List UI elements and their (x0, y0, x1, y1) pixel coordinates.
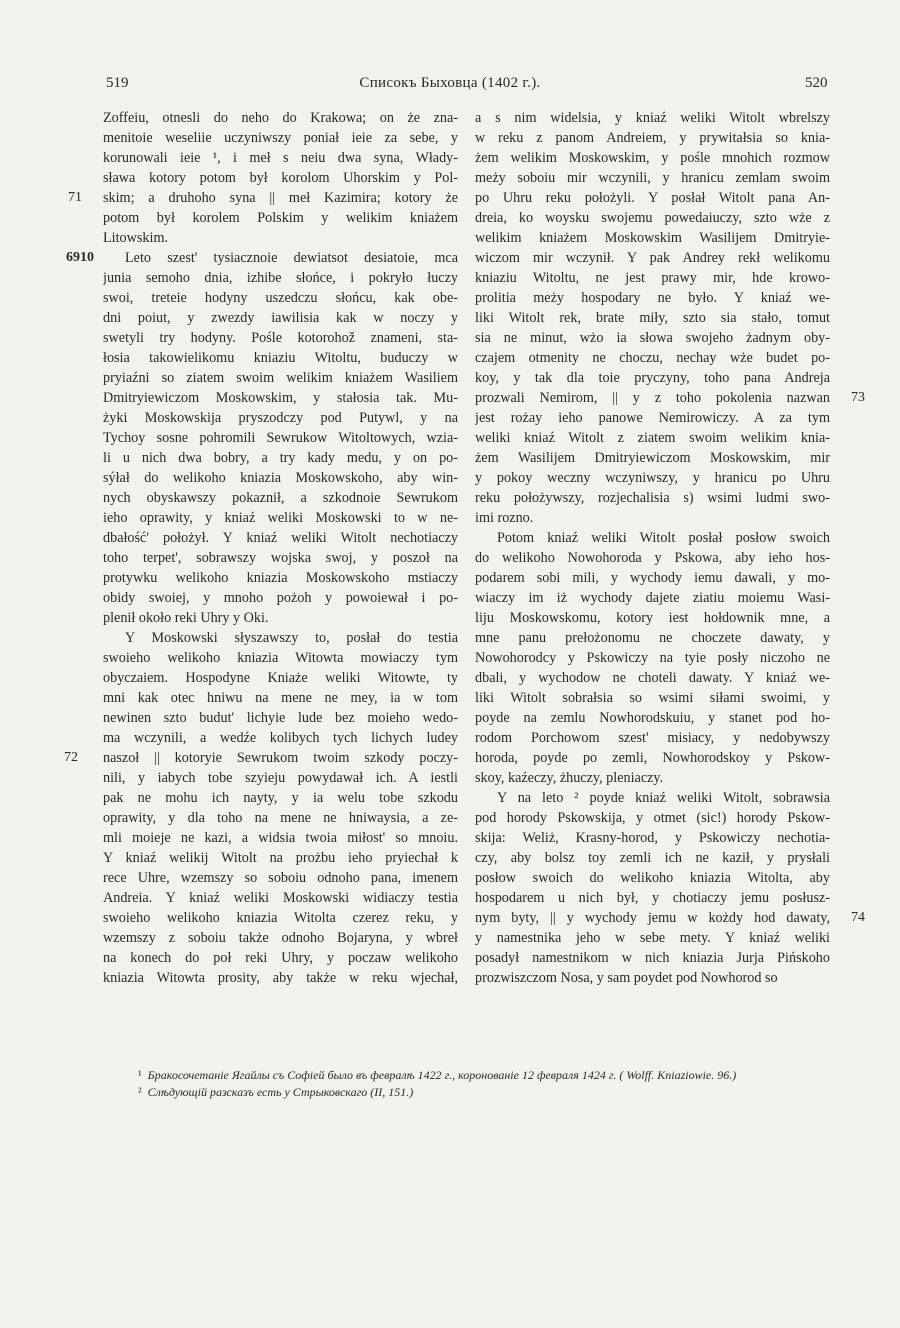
text-line: po Uhru reku położyli. Y posłał Witolt pana An- (475, 190, 830, 206)
text-line: swoi, treteie hodyny uszedczu słońcu, kak obe- (103, 290, 458, 306)
text-line: w reku z panom Andreiem, y prywitałsia so knia- (475, 130, 830, 146)
text-line: korunowali ieie ¹, i meł s neiu dwa syna, Włady- (103, 150, 458, 166)
text-line: newinen szto budut' lichyie lude bez moieho wedo- (103, 710, 458, 726)
text-line: skim; a druhoho syna || meł Kazimira; kotory że (103, 190, 458, 206)
text-line: junia semoho dnia, izhibe słońce, i pokryło łuczy (103, 270, 458, 286)
text-line: Andreia. Y kniaź weliki Moskowski widiaczy testia (103, 890, 458, 906)
text-line: żem welikim Moskowskim, y pośle mnohich rozmow (475, 150, 830, 166)
text-line: plenił około reki Uhry y Oki. (103, 610, 269, 626)
text-line: sława kotory potom był korolom Uhorskim y Pol- (103, 170, 458, 186)
text-line: Litowskim. (103, 230, 169, 246)
text-line: horoda, poyde po zemli, Nowhorodskoy y Pskow- (475, 750, 830, 766)
text-line: nili, y iabych tobe szyieju powydawał ich. A iestli (103, 770, 458, 786)
text-line: łosia takowielikomu kniaziu Witoltu, buduczy w (103, 350, 458, 366)
text-line: posłow swoich do welikoho kniazia Witolta, aby (475, 870, 830, 886)
text-line: wzemszy z soboiu także odnoho Bojaryna, y wbreł (103, 930, 458, 946)
text-line: Y kniaź welikij Witolt na prożbu ieho pryiechał k (103, 850, 458, 866)
text-line: liju Moskowskomu, kotory iest hołdownik mne, a (475, 610, 830, 626)
text-line: reku położywszy, rozjechalisia s) wsimi ludmi swo- (475, 490, 830, 506)
text-line: li u nich dwa bobry, a try kady medu, y on po- (103, 450, 458, 466)
text-line: do welikoho Nowohoroda y Pskowa, aby ieho hos- (475, 550, 830, 566)
text-line: a s nim widelsia, y kniaź weliki Witolt wbrelszy (475, 110, 830, 126)
footnote-2-text: Слѣдующій разсказъ есть у Стрыковскаго (II, 151.) (147, 1085, 414, 1099)
text-line: Nowohorodcy y Pskowiczy na tyie posły niczoho ne (475, 650, 830, 666)
text-line: mli moieje ne kazi, a widsia twoia miłost' so mnoiu. (103, 830, 458, 846)
text-line: swoieho welikoho kniazia Witowta mowiaczy tym (103, 650, 458, 666)
text-line: naszoł || kotoryie Sewrukom twoim szkody poczy- (103, 750, 458, 766)
text-line: dbali, y wychodow ne choteli dawaty. Y kniaź we- (475, 670, 830, 686)
text-line: koy, y tak dla toie pryczyny, toho pana Andreja (475, 370, 830, 386)
text-line: czy, aby bolsz toy zemli ich ne kaził, y prysłali (475, 850, 830, 866)
text-line: oprawity, y dla toho na mene ne hniwaysia, a ze- (103, 810, 458, 826)
footnote-2-mark: ² (138, 1085, 142, 1099)
text-line: liki Witolt rek, brate miły, szto sia stało, tomut (475, 310, 830, 326)
text-line: kniazia Witowta prosity, aby także w reku wjechał, (103, 970, 458, 986)
footnote-2 (138, 1084, 413, 1100)
text-line: Y na leto ² poyde kniaź weliki Witolt, sobrawsia (497, 790, 830, 806)
text-line: mni kak otec hniwu na mene ne mey, ia w tom (103, 690, 458, 706)
text-line: czajem otmenity ne choczu, nechay wże budet po- (475, 350, 830, 366)
text-line: meży soboiu mir wczynili, y hranicu zemlam swoim (475, 170, 830, 186)
text-line: ieho oprawity, y kniaź weliki Moskowski to w ne- (103, 510, 458, 526)
right-text-column (475, 108, 830, 988)
text-line: prolitia meży hospodary ne było. Y kniaź we- (475, 290, 830, 306)
margin-number-71: 71 (68, 190, 82, 205)
running-title: Списокъ Быховца (1402 г.). (359, 75, 541, 91)
footnote-1-text: Бракосочетаніе Ягайлы съ Софіей было въ февралѣ 1422 г., коронованіе 12 февраля 1424 г. ( Wolff. Kniaziowie. 96.) (147, 1068, 737, 1082)
text-line: menitoie weseliie uczyniwszy poniał ieie za sebe, y (103, 130, 458, 146)
text-line: Leto szest' tysiacznoie dewiatsot desiatoie, mca (125, 250, 458, 266)
margin-number-73: 73 (851, 390, 865, 405)
text-line: dni poiut, y zwezdy iawilisia kak w noczy y (103, 310, 458, 326)
text-line: rece Uhre, wzemszy so soboiu odnoho pana, imenem (103, 870, 458, 886)
text-line: obyczaiem. Hospodyne Kniaże weliki Witowte, ty (103, 670, 458, 686)
text-line: imi rozno. (475, 510, 534, 526)
text-line: żyki Moskowskija pryszodczy pod Putywl, y na (103, 410, 458, 426)
text-line: sýłał do welikoho kniazia Moskowskoho, aby win- (103, 470, 458, 486)
text-line: mne panu prełożonomu ne choczete dawaty, y (475, 630, 830, 646)
text-line: potom był korolem Polskim y welikim kniażem (103, 210, 458, 226)
page-number-right: 520 (805, 75, 828, 91)
text-line: prozwiszczom Nosa, y sam poydet pod Nowhorod so (475, 970, 778, 986)
text-line: Potom kniaź weliki Witolt posłał posłow swoich (497, 530, 830, 546)
text-line: nych obyskawszy pokaznił, a szkodnoie Sewrukom (103, 490, 458, 506)
text-line: dbałość' położył. Y kniaź weliki Witolt nechotiaczy (103, 530, 458, 546)
text-line: podarem sobi mili, y wychody iemu dawali, y mo- (475, 570, 830, 586)
text-line: posadył namestnikom w nich kniazia Jurja Pińskoho (475, 950, 830, 966)
text-line: y namestnika jeho w sebe mety. Y kniaź weliki (475, 930, 830, 946)
text-line: wiczom mir wczynił. Y pak Andrey rekł welikomu (475, 250, 830, 266)
text-line: nym byty, || y wychody jemu w kożdy hod dawaty, (475, 910, 830, 926)
text-line: Y Moskowski słyszawszy to, posłał do testia (125, 630, 458, 646)
text-line: Zoffeiu, otnesli do neho do Krakowa; on że zna- (103, 110, 458, 126)
text-line: kniaziu Witoltu, ne jest prawy mir, hde krowo- (475, 270, 830, 286)
text-line: pryiaźni so ziatem swoim welikim kniażem Wasiliem (103, 370, 458, 386)
margin-year-6910: 6910 (66, 250, 94, 265)
text-line: rodom Porchowom szest' misiacy, y nedobywszy (475, 730, 830, 746)
text-line: dreia, ko woysku swojemu powedaiuczy, szto wże z (475, 210, 830, 226)
text-line: Dmitryiewiczom Moskowskim, y stałosia tak. Mu- (103, 390, 458, 406)
text-line: sia ne minut, wżo ia słowa swojeho żadnym oby- (475, 330, 830, 346)
text-line: poyde na zemlu Nowhorodskuiu, y stanet pod ho- (475, 710, 830, 726)
text-line: swoieho welikoho kniazia Witolta czerez reku, y (103, 910, 458, 926)
left-text-column (103, 108, 458, 988)
text-line: Tychoy sosne pohromili Sewrukow Witoltowych, wzia- (103, 430, 458, 446)
text-line: swetyli try hodyny. Pośle kotorohož znameni, sta- (103, 330, 458, 346)
text-line: liki Witolt sobrałsia so wsimi siłami swoimi, y (475, 690, 830, 706)
text-line: hospodarem u nich był, y chotiaczy jemu posłusz- (475, 890, 830, 906)
text-line: protywku welikoho kniazia Moskowskoho mstiaczy (103, 570, 458, 586)
text-line: pod horody Pskowskija, y otmet (sic!) horody Pskow- (475, 810, 830, 826)
text-line: pak ne mohu ich nayty, y ia welu tobe szkodu (103, 790, 458, 806)
text-line: ma wczynili, a wedźe kolibych tych lichych ludey (103, 730, 458, 746)
text-line: jest rożay ieho panowe Nemirowiczy. A za tym (475, 410, 830, 426)
margin-number-74: 74 (851, 910, 865, 925)
footnote-1 (138, 1067, 736, 1083)
text-line: skija: Weliż, Krasny-horod, y Pskowiczy nechotia- (475, 830, 830, 846)
text-line: welikim kniażem Moskowskim Wasilijem Dmitryie- (475, 230, 830, 246)
text-line: na konech do poł reki Uhry, y poczaw welikoho (103, 950, 458, 966)
text-line: wiaczy im iż wychody dajete ziatiu moiemu Wasi- (475, 590, 830, 606)
text-line: skoy, kaźeczy, żhuczy, pleniaczy. (475, 770, 664, 786)
text-line: żem Wasilijem Dmitryiewiczom Moskowskim, mir (475, 450, 830, 466)
text-line: weliki kniaź Witolt z ziatem swoim welikim knia- (475, 430, 830, 446)
page-number-left: 519 (106, 75, 129, 91)
text-line: obidy swoiej, y mnoho pożoh y powoiewał i po- (103, 590, 458, 606)
margin-number-72: 72 (64, 750, 78, 765)
text-line: toho terpet', sobrawszy wojska swoj, y poszoł na (103, 550, 458, 566)
text-line: prozwali Nemirom, || y z toho pokolenia nazwan (475, 390, 830, 406)
text-line: y pokoy weczny wczyniwszy, y hranicu po Uhru (475, 470, 830, 486)
footnote-1-mark: ¹ (138, 1068, 142, 1082)
